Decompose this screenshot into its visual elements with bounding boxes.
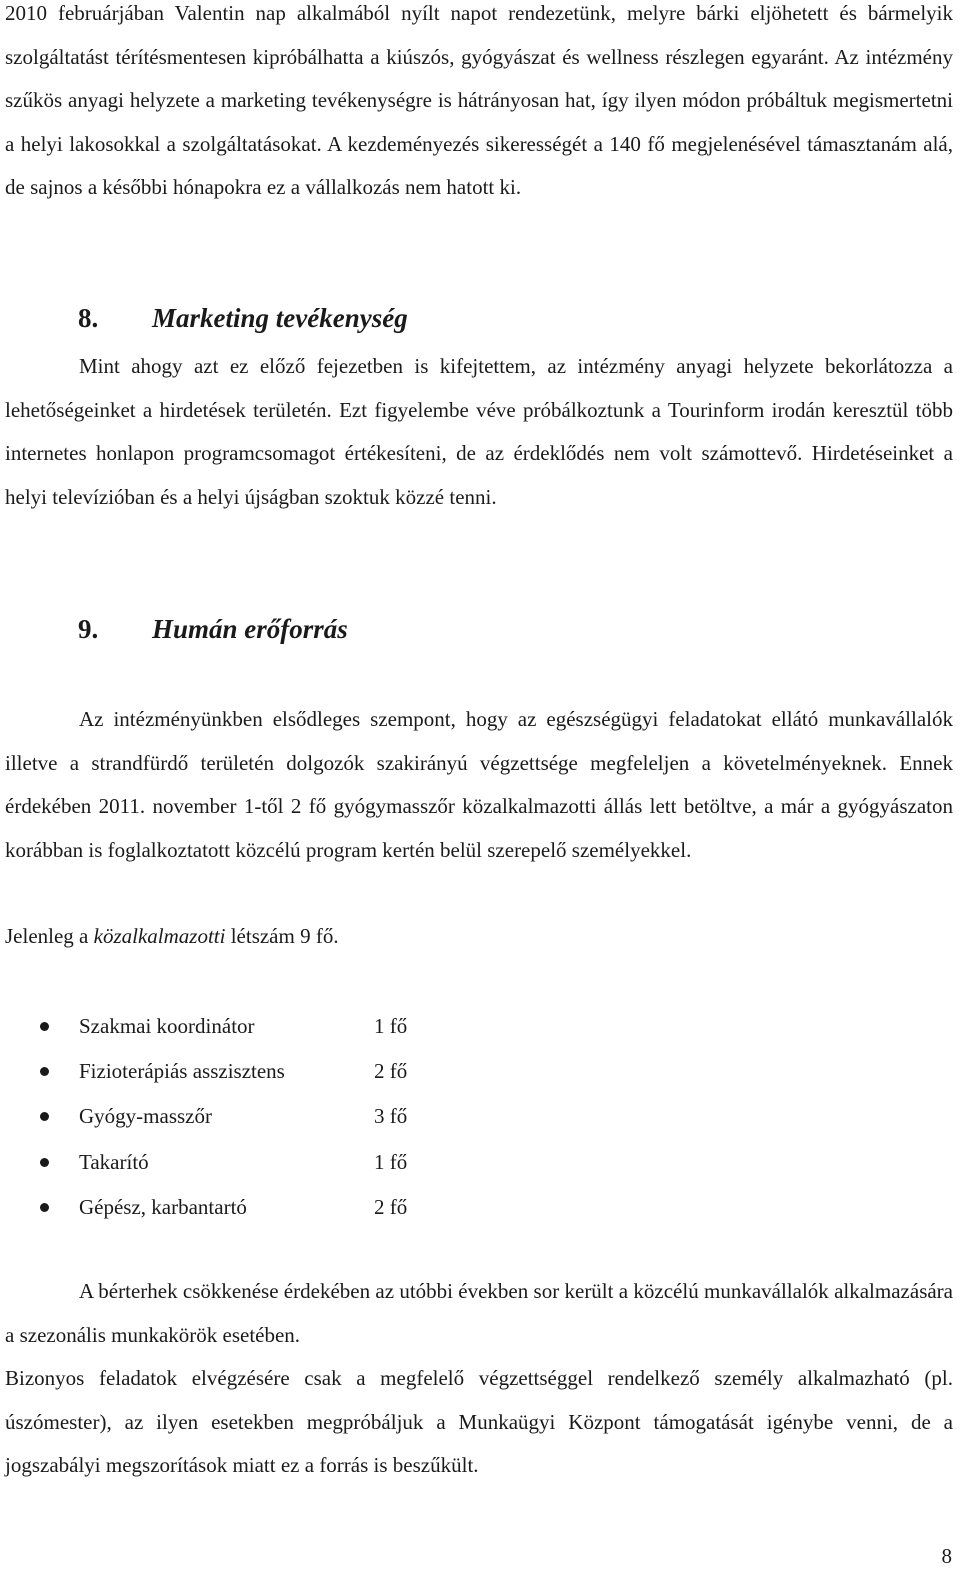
bullet-icon: [40, 1158, 49, 1167]
staff-count: 1 fő: [374, 1014, 408, 1038]
staff-count: 1 fő: [374, 1149, 408, 1174]
headcount-line: [5, 915, 953, 959]
section-8-title: Marketing tevékenység: [152, 303, 408, 333]
page-number: 8: [941, 1544, 952, 1568]
staff-role: Gépész, karbantartó: [79, 1194, 247, 1219]
section-8-heading: [78, 301, 408, 335]
qualified-staff-paragraph: Bizonyos feladatok elvégzésére csak a megfelelő végzettséggel rendelkező személy alkalmazható (pl. úszómester), az ilyen esetekben megpróbáljuk a Munkaügyi Központ támogatását igénybe venni, de a jogszabályi megszorítások miatt ez a forrás is beszűkült.: [5, 1366, 953, 1477]
staff-count: 2 fő: [374, 1059, 408, 1084]
section-9-title: Humán erőforrás: [152, 614, 348, 644]
headcount-emphasis: közalkalmazotti: [93, 924, 226, 948]
headcount-text-end: létszám 9 fő.: [225, 924, 339, 948]
bullet-icon: [40, 1112, 49, 1121]
staff-role: Takarító: [79, 1149, 149, 1174]
wage-costs-paragraph: A bérterhek csökkenése érdekében az utóbbi években sor került a közcélú munkavállalók alkalmazására a szezonális munkakörök esetében.: [5, 1279, 953, 1347]
staff-role: Fizioterápiás asszisztens: [79, 1059, 285, 1084]
intro-paragraph: 2010 februárjában Valentin nap alkalmából nyílt napot rendezetünk, melyre bárki eljöhetett és bármelyik szolgáltatást térítésmentesen kipróbálhatta a kiúszós, gyógyászat és wellness részlegen egyaránt. Az intézmény szűkös anyagi helyzete a marketing tevékenységre is hátrányosan hat, így ilyen módon próbáltuk megismertetni a helyi lakosokkal a szolgáltatásokat. A kezdeményezés sikerességét a 140 fő megjelenésével támasztanám alá, de sajnos a későbbi hónapokra ez a vállalkozás nem hatott ki.: [5, 1, 953, 199]
marketing-paragraph: Mint ahogy azt ez előző fejezetben is kifejtettem, az intézmény anyagi helyzete bekorlátozza a lehetőségeinket a hirdetések területén. Ezt figyelembe véve próbálkoztunk a Tourinform irodán keresztül több internetes honlapon programcsomagot értékesíteni, de az érdeklődés nem volt számottevő. Hirdetéseinket a helyi televízióban és a helyi újságban szoktuk közzé tenni.: [5, 354, 953, 509]
staff-role: Szakmai koordinátor: [79, 1014, 255, 1038]
staff-count: 2 fő: [374, 1194, 408, 1219]
section-9-heading: [78, 612, 348, 646]
section-9-number: 9.: [78, 614, 99, 644]
bullet-icon: [40, 1203, 49, 1212]
bullet-icon: [40, 1022, 49, 1031]
headcount-text-start: Jelenleg a: [5, 924, 94, 948]
section-8-number: 8.: [78, 303, 99, 333]
staff-count: 3 fő: [374, 1104, 408, 1129]
staff-role: Gyógy-masszőr: [79, 1104, 212, 1129]
bullet-icon: [40, 1067, 49, 1076]
human-resources-paragraph: Az intézményünkben elsődleges szempont, hogy az egészségügyi feladatokat ellátó munkavállalók illetve a strandfürdő területén dolgozók szakirányú végzettsége megfeleljen a követelményeknek. Ennek érdekében 2011. november 1-től 2 fő gyógymasszőr közalkalmazotti állás lett betöltve, a már a gyógyászaton korábban is foglalkoztatott közcélú program kertén belül szerepelő személyekkel.: [5, 707, 953, 862]
